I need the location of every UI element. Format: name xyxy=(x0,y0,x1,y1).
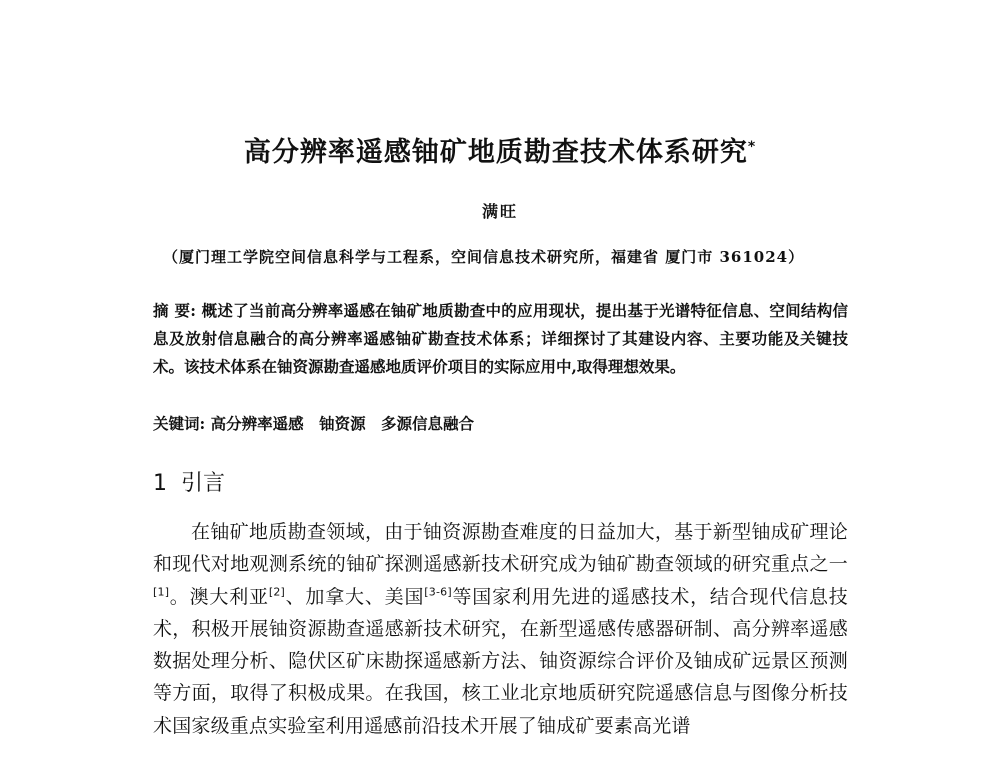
paper-affiliation: （厦门理工学院空间信息科学与工程系，空间信息技术研究所，福建省 厦门市 361024） xyxy=(163,248,805,266)
abstract-text: 概述了当前高分辨率遥感在铀矿地质勘查中的应用现状，提出基于光谱特征信息、空间结构信息及放射信息融合的高分辨率遥感铀矿勘查技术体系；详细探讨了其建设内容、主要功能及关键技术。该技术体系在铀资源勘查遥感地质评价项目的实际应用中,取得理想效果。 xyxy=(153,301,848,376)
citation-ref: [2] xyxy=(268,585,286,599)
keyword-item: 多源信息融合 xyxy=(380,414,474,433)
paper-title-text: 高分辨率遥感铀矿地质勘查技术体系研究 xyxy=(243,137,748,168)
paper-title xyxy=(0,130,1000,169)
body-text-part: 、加拿大、美国 xyxy=(285,585,425,608)
citation-ref: [3-6] xyxy=(424,585,452,599)
body-text-part: 在铀矿地质勘查领域，由于铀资源勘查难度的日益加大，基于新型铀成矿理论和现代对地观测系统的铀矿探测遥感新技术研究成为铀矿勘查领域的研究重点之一 xyxy=(153,521,848,576)
keyword-item: 铀资源 xyxy=(319,414,366,433)
body-text-part: 。澳大利亚 xyxy=(169,585,269,608)
section-number: 1 xyxy=(153,471,167,496)
body-text-part: 等国家利用先进的遥感技术，结合现代信息技术，积极开展铀资源勘查遥感新技术研究，在新型遥感传感器研制、高分辨率遥感数据处理分析、隐伏区矿床勘探遥感新方法、铀资源综合评价及铀成矿远景区预测等方面，取得了积极成果。在我国，核工业北京地质研究院遥感信息与图像分析技术国家级重点实验室利用遥感前沿技术开展了铀成矿要素高光谱 xyxy=(153,585,848,737)
paper-author: 满旺 xyxy=(481,202,518,221)
abstract-label: 摘 要: xyxy=(153,301,196,320)
keywords xyxy=(153,412,848,434)
abstract xyxy=(153,297,848,381)
section-heading xyxy=(153,466,225,497)
keywords-label: 关键词: xyxy=(153,414,206,433)
title-footnote-mark: * xyxy=(747,139,757,155)
body-paragraph xyxy=(153,516,848,742)
citation-ref: [1] xyxy=(153,585,170,599)
keyword-item: 高分辨率遥感 xyxy=(210,414,304,433)
section-title: 引言 xyxy=(181,471,226,496)
